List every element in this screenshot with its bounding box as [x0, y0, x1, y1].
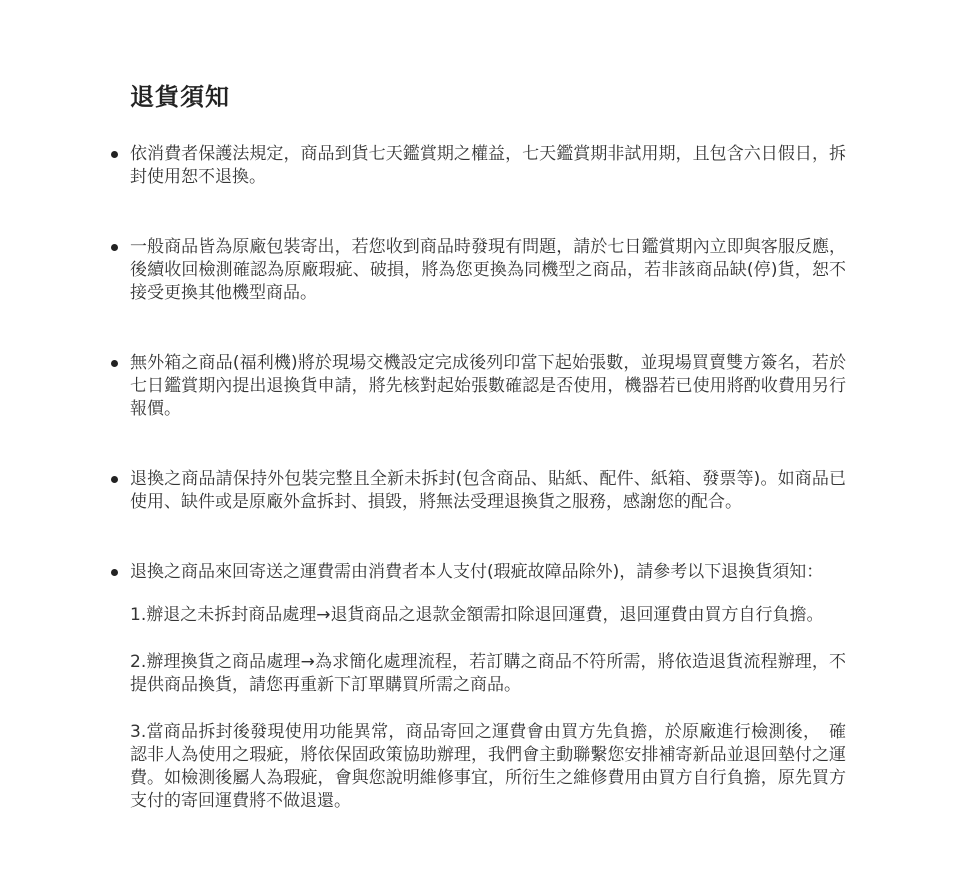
bullet-icon: [111, 360, 118, 367]
notice-text: 退換之商品來回寄送之運費需由消費者本人支付(瑕疵故障品除外)，請參考以下退換貨須知：: [130, 562, 824, 582]
notice-list: [130, 143, 846, 813]
notice-text: 一般商品皆為原廠包裝寄出，若您收到商品時發現有問題，請於七日鑑賞期內立即與客服反應，後續收回檢測確認為原廠瑕疵、破損，將為您更換為同機型之商品，若非該商品缺(停)貨，恕不接受更換其他機型商品。: [130, 237, 846, 303]
bullet-icon: [111, 476, 118, 483]
notice-text: 無外箱之商品(福利機)將於現場交機設定完成後列印當下起始張數，並現場買賣雙方簽名，若於七日鑑賞期內提出退換貨申請，將先核對起始張數確認是否使用，機器若已使用將酌收費用另行報價。: [130, 353, 846, 419]
sub-notice-list: [130, 604, 846, 813]
bullet-icon: [111, 151, 118, 158]
bullet-icon: [111, 569, 118, 576]
notice-item-2: [130, 236, 846, 305]
notice-text: 依消費者保護法規定，商品到貨七天鑑賞期之權益，七天鑑賞期非試用期，且包含六日假日，拆封使用恕不退換。: [130, 144, 846, 187]
notice-text: 退換之商品請保持外包裝完整且全新未拆封(包含商品、貼紙、配件、紙箱、發票等)。如商品已使用、缺件或是原廠外盒拆封、損毀，將無法受理退換貨之服務，感謝您的配合。: [130, 469, 846, 512]
bullet-icon: [111, 244, 118, 251]
sub-notice-item-3: 3.當商品拆封後發現使用功能異常，商品寄回之運費會由買方先負擔，於原廠進行檢測後， 確認非人為使用之瑕疵，將依保固政策協助辦理，我們會主動聯繫您安排補寄新品並退回墊付之運費。如檢測後屬人為瑕疵，會與您說明維修事宜，所衍生之維修費用由買方自行負擔，原先買方支付的寄回運費將不做退還。: [130, 722, 846, 811]
notice-item-1: [130, 143, 846, 189]
notice-item-4: [130, 468, 846, 514]
notice-item-5: [130, 561, 846, 813]
page-title: 退貨須知: [130, 83, 230, 111]
notice-item-3: [130, 352, 846, 421]
sub-notice-item-2: 2.辦理換貨之商品處理→為求簡化處理流程，若訂購之商品不符所需，將依造退貨流程辦理，不提供商品換貨，請您再重新下訂單購買所需之商品。: [130, 652, 846, 695]
sub-notice-item-1: 1.辦退之未拆封商品處理→退貨商品之退款金額需扣除退回運費，退回運費由買方自行負擔。: [130, 605, 824, 625]
